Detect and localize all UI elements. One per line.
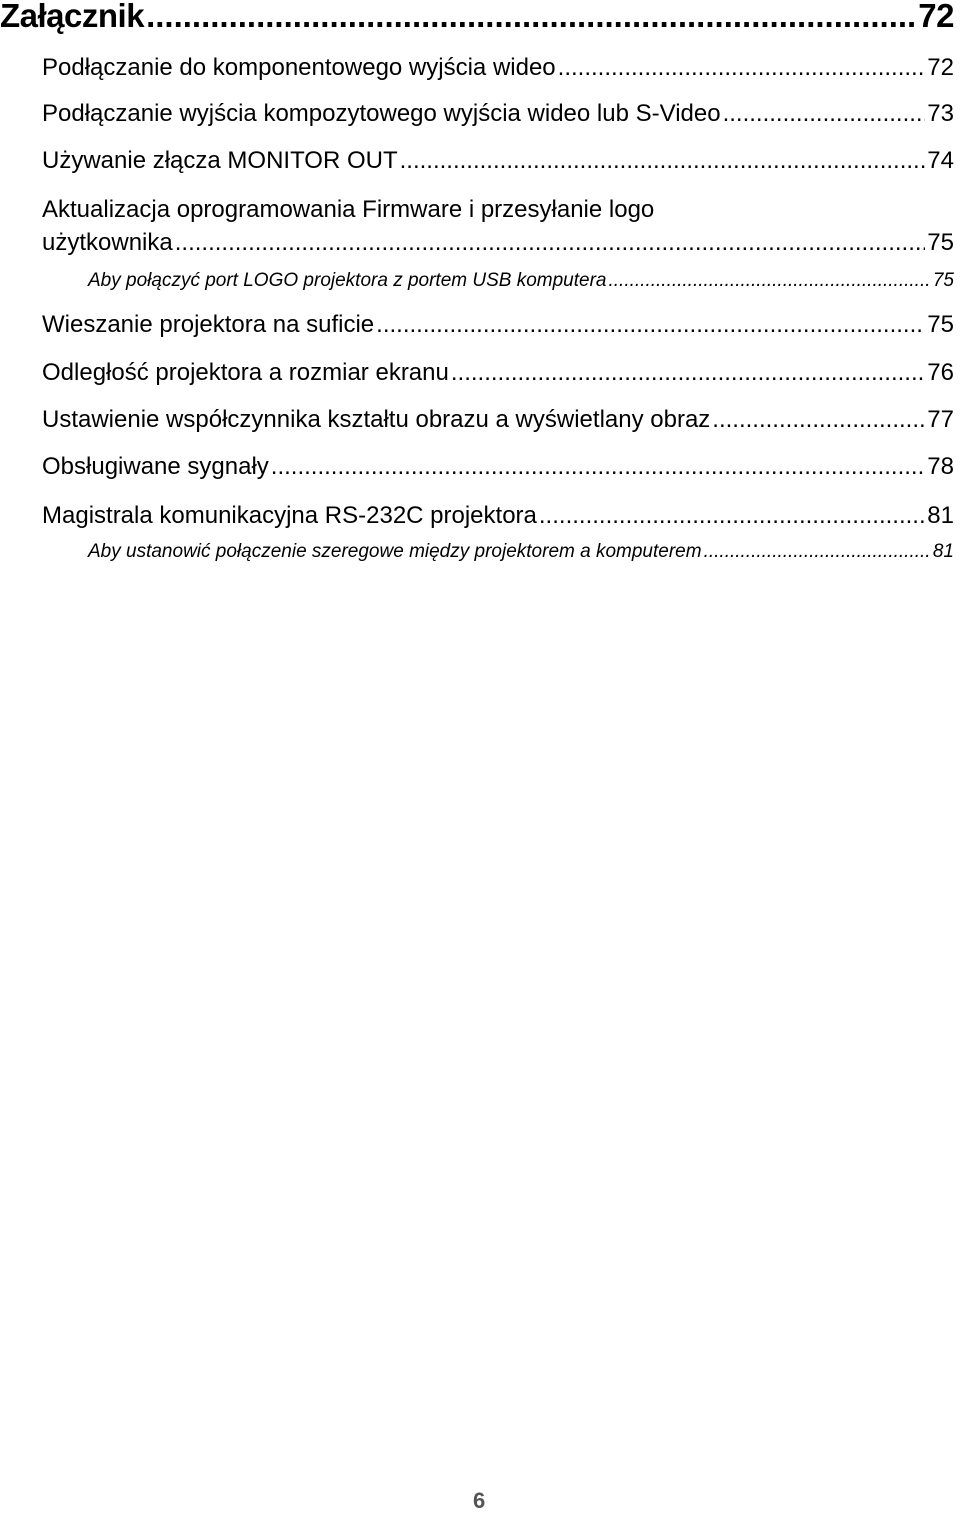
dot-leader xyxy=(539,502,925,530)
toc-entry[interactable] xyxy=(42,54,954,82)
toc-entry-page: 76 xyxy=(927,359,954,386)
toc-entry-title: Obsługiwane sygnały xyxy=(42,453,269,480)
toc-entry-title: Podłączanie do komponentowego wyjścia wideo xyxy=(42,54,556,81)
toc-entry[interactable] xyxy=(42,147,954,175)
toc-entry[interactable] xyxy=(42,311,954,339)
dot-leader xyxy=(146,0,916,35)
toc-heading-title: Załącznik xyxy=(0,0,145,34)
toc-entry[interactable] xyxy=(42,229,954,257)
dot-leader xyxy=(400,147,926,175)
toc-entry-title-line1[interactable]: Aktualizacja oprogramowania Firmware i przesyłanie logo xyxy=(42,196,655,223)
toc-entry-title: Wieszanie projektora na suficie xyxy=(42,311,375,338)
toc-entry-page: 72 xyxy=(927,54,954,81)
dot-leader xyxy=(271,453,926,481)
toc-entry-title: Ustawienie współczynnika kształtu obrazu a wyświetlany obraz xyxy=(42,406,711,433)
toc-heading[interactable] xyxy=(0,0,954,35)
dot-leader xyxy=(376,311,925,339)
toc-heading-page: 72 xyxy=(918,0,954,34)
toc-entry-title: Aby połączyć port LOGO projektora z portem USB komputera xyxy=(88,270,607,291)
toc-entry-title: Podłączanie wyjścia kompozytowego wyjścia wideo lub S-Video xyxy=(42,100,721,127)
toc-entry[interactable] xyxy=(42,100,954,128)
dot-leader xyxy=(175,229,926,257)
toc-entry[interactable] xyxy=(42,502,954,530)
toc-entry-title: użytkownika xyxy=(42,229,173,256)
toc-entry-page: 74 xyxy=(927,147,954,174)
toc-entry-page: 75 xyxy=(927,229,954,256)
toc-entry-title: Używanie złącza MONITOR OUT xyxy=(42,147,398,174)
toc-entry-page: 77 xyxy=(927,406,954,433)
toc-entry-page: 75 xyxy=(932,270,954,291)
toc-entry[interactable] xyxy=(42,453,954,481)
toc-entry-title: Odległość projektora a rozmiar ekranu xyxy=(42,359,449,386)
toc-entry-page: 78 xyxy=(927,453,954,480)
dot-leader xyxy=(723,100,926,128)
toc-entry-page: 81 xyxy=(927,502,954,529)
page-number: 6 xyxy=(473,1488,486,1513)
dot-leader xyxy=(609,270,931,292)
toc-entry-page: 81 xyxy=(932,541,954,562)
dot-leader xyxy=(712,406,925,434)
toc-entry[interactable] xyxy=(42,406,954,434)
toc-subentry[interactable] xyxy=(88,270,954,292)
dot-leader xyxy=(558,54,926,82)
dot-leader xyxy=(704,541,931,563)
toc-entry-title: Magistrala komunikacyjna RS-232C projektora xyxy=(42,502,537,529)
toc-entry-page: 75 xyxy=(927,311,954,338)
toc-entry-page: 73 xyxy=(927,100,954,127)
dot-leader xyxy=(451,359,925,387)
toc-subentry[interactable] xyxy=(88,541,954,563)
toc-entry[interactable] xyxy=(42,359,954,387)
toc-entry-title: Aby ustanowić połączenie szeregowe między projektorem a komputerem xyxy=(88,541,702,562)
